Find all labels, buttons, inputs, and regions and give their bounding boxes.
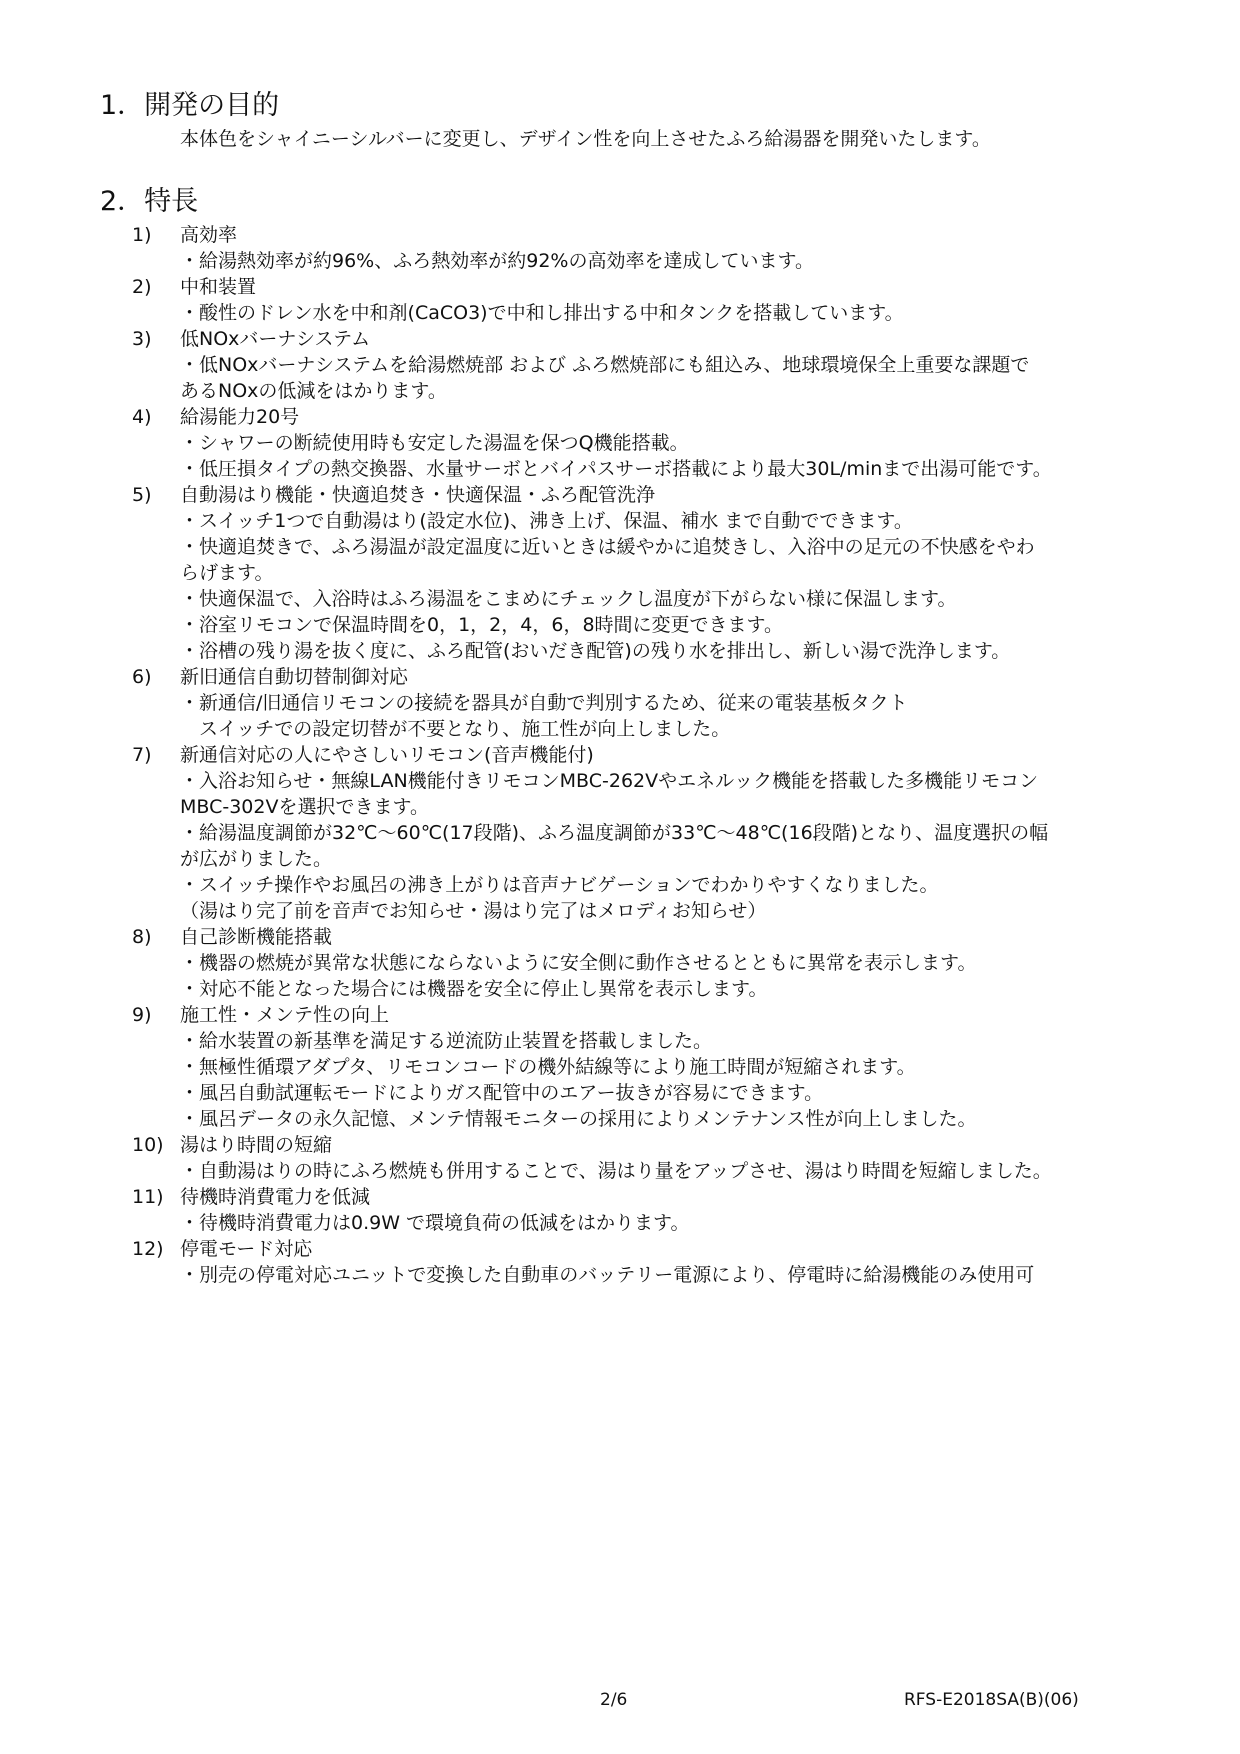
- feature-item-line: ・新通信/旧通信リモコンの接続を器具が自動で判別するため、従来の電装基板タクト: [180, 692, 908, 714]
- feature-item-description: [180, 352, 1160, 404]
- feature-item-title: 自己診断機能搭載: [180, 926, 333, 948]
- feature-item-description: [180, 248, 1160, 274]
- feature-item-description: [180, 1210, 1160, 1236]
- feature-item-line: が広がりました。: [180, 848, 333, 870]
- feature-item-description: [180, 1262, 1160, 1288]
- feature-item-title: 湯はり時間の短縮: [180, 1134, 333, 1156]
- feature-item-line: MBC-302Vを選択できます。: [180, 796, 429, 818]
- feature-item-line: ・無極性循環アダプタ、リモコンコードの機外結線等により施工時間が短縮されます。: [180, 1056, 916, 1078]
- feature-item-line: ・給湯熱効率が約96%、ふろ熱効率が約92%の高効率を達成しています。: [180, 250, 814, 272]
- feature-item: [0, 404, 1240, 482]
- feature-item: [0, 274, 1240, 326]
- feature-item-line: ・給水装置の新基準を満足する逆流防止装置を搭載しました。: [180, 1030, 713, 1052]
- feature-item-line: ・快適追焚きで、ふろ湯温が設定温度に近いときは緩やかに追焚きし、入浴中の足元の不快感をやわ: [180, 536, 1035, 558]
- feature-item: [0, 482, 1240, 664]
- feature-item-title: 中和装置: [180, 276, 257, 298]
- feature-item-header: [0, 1132, 1240, 1158]
- feature-item-title: 新旧通信自動切替制御対応: [180, 666, 409, 688]
- section-1-heading: 1．開発の目的: [100, 90, 280, 121]
- feature-item-title: 給湯能力20号: [180, 406, 300, 428]
- feature-item-number: 8): [132, 926, 152, 948]
- feature-item-description: [180, 690, 1160, 742]
- feature-item-line: ・入浴お知らせ・無線LAN機能付きリモコンMBC-262Vやエネルック機能を搭載した多機能リモコン: [180, 770, 1039, 792]
- feature-item-header: [0, 274, 1240, 300]
- feature-item-line: ・シャワーの断続使用時も安定した湯温を保つQ機能搭載。: [180, 432, 689, 454]
- feature-item-description: [180, 300, 1160, 326]
- feature-item-line: ・待機時消費電力は0.9W で環境負荷の低減をはかります。: [180, 1212, 690, 1234]
- feature-item-number: 9): [132, 1004, 152, 1026]
- feature-item: [0, 924, 1240, 1002]
- feature-item-number: 4): [132, 406, 152, 428]
- feature-item-header: [0, 482, 1240, 508]
- section-1-body: 本体色をシャイニーシルバーに変更し、デザイン性を向上させたふろ給湯器を開発いたします。: [180, 128, 991, 150]
- feature-item-number: 11): [132, 1186, 164, 1208]
- feature-item: [0, 222, 1240, 274]
- feature-item-number: 1): [132, 224, 152, 246]
- feature-item-line: ・対応不能となった場合には機器を安全に停止し異常を表示します。: [180, 978, 768, 1000]
- feature-item-number: 3): [132, 328, 152, 350]
- feature-item-header: [0, 742, 1240, 768]
- feature-item-description: [180, 768, 1160, 924]
- feature-item-number: 5): [132, 484, 152, 506]
- feature-item-line: ・快適保温で、入浴時はふろ湯温をこまめにチェックし温度が下がらない様に保温します。: [180, 588, 957, 610]
- feature-item-line: ・別売の停電対応ユニットで変換した自動車のバッテリー電源により、停電時に給湯機能のみ使用可: [180, 1264, 1035, 1286]
- feature-item-line: ・自動湯はりの時にふろ燃焼も併用することで、湯はり量をアップさせ、湯はり時間を短縮しました。: [180, 1160, 1052, 1182]
- feature-item-title: 停電モード対応: [180, 1238, 313, 1260]
- feature-item-title: 施工性・メンテ性の向上: [180, 1004, 390, 1026]
- feature-item: [0, 1236, 1240, 1288]
- feature-item-title: 新通信対応の人にやさしいリモコン(音声機能付): [180, 744, 594, 766]
- feature-item-header: [0, 664, 1240, 690]
- feature-item-header: [0, 924, 1240, 950]
- feature-item-line: （湯はり完了前を音声でお知らせ・湯はり完了はメロディお知らせ）: [180, 900, 767, 922]
- feature-item-title: 高効率: [180, 224, 238, 246]
- feature-item-line: ・風呂自動試運転モードによりガス配管中のエアー抜きが容易にできます。: [180, 1082, 824, 1104]
- feature-item-line: ・酸性のドレン水を中和剤(CaCO3)で中和し排出する中和タンクを搭載しています。: [180, 302, 904, 324]
- feature-item-description: [180, 1158, 1160, 1184]
- feature-item-line: ・低NOxバーナシステムを給湯燃焼部 および ふろ燃焼部にも組込み、地球環境保全上重要な課題で: [180, 354, 1030, 376]
- feature-item-header: [0, 1236, 1240, 1262]
- feature-item: [0, 664, 1240, 742]
- feature-item: [0, 326, 1240, 404]
- feature-item: [0, 1184, 1240, 1236]
- document-code: RFS-E2018SA(B)(06): [904, 1690, 1079, 1710]
- feature-item-description: [180, 430, 1160, 482]
- feature-item-title: 自動湯はり機能・快適追焚き・快適保温・ふろ配管洗浄: [180, 484, 656, 506]
- feature-item-title: 待機時消費電力を低減: [180, 1186, 371, 1208]
- feature-item-line: あるNOxの低減をはかります。: [180, 380, 447, 402]
- feature-item-line: ・浴室リモコンで保温時間を0，1，2，4，6，8時間に変更できます。: [180, 614, 784, 636]
- feature-item-header: [0, 326, 1240, 352]
- feature-item-header: [0, 1184, 1240, 1210]
- section-2-heading: 2．特長: [100, 186, 199, 217]
- feature-item: [0, 1132, 1240, 1184]
- feature-item-number: 7): [132, 744, 152, 766]
- feature-item-line: ・スイッチ操作やお風呂の沸き上がりは音声ナビゲーションでわかりやすくなりました。: [180, 874, 939, 896]
- feature-item-number: 10): [132, 1134, 164, 1156]
- feature-item-title: 低NOxバーナシステム: [180, 328, 371, 350]
- feature-item-line: スイッチでの設定切替が不要となり、施工性が向上しました。: [180, 718, 731, 740]
- feature-list: [0, 222, 1240, 1288]
- feature-item-header: [0, 222, 1240, 248]
- feature-item-header: [0, 404, 1240, 430]
- feature-item-line: ・低圧損タイプの熱交換器、水量サーボとバイパスサーボ搭載により最大30L/minまで出湯可能です。: [180, 458, 1052, 480]
- feature-item-line: らげます。: [180, 562, 274, 584]
- feature-item-description: [180, 508, 1160, 664]
- feature-item-number: 2): [132, 276, 152, 298]
- feature-item: [0, 1002, 1240, 1132]
- feature-item-line: ・浴槽の残り湯を抜く度に、ふろ配管(おいだき配管)の残り水を排出し、新しい湯で洗浄します。: [180, 640, 1011, 662]
- page-number: 2/6: [600, 1690, 628, 1710]
- feature-item-number: 12): [132, 1238, 164, 1260]
- feature-item-line: ・風呂データの永久記憶、メンテ情報モニターの採用によりメンテナンス性が向上しました。: [180, 1108, 977, 1130]
- feature-item-line: ・機器の燃焼が異常な状態にならないように安全側に動作させるとともに異常を表示します。: [180, 952, 977, 974]
- feature-item-description: [180, 950, 1160, 1002]
- feature-item-line: ・給湯温度調節が32℃～60℃(17段階)、ふろ温度調節が33℃～48℃(16段階)となり、温度選択の幅: [180, 822, 1049, 844]
- feature-item-line: ・スイッチ1つで自動湯はり(設定水位)、沸き上げ、保温、補水 まで自動でできます。: [180, 510, 913, 532]
- feature-item-number: 6): [132, 666, 152, 688]
- feature-item-header: [0, 1002, 1240, 1028]
- feature-item: [0, 742, 1240, 924]
- feature-item-description: [180, 1028, 1160, 1132]
